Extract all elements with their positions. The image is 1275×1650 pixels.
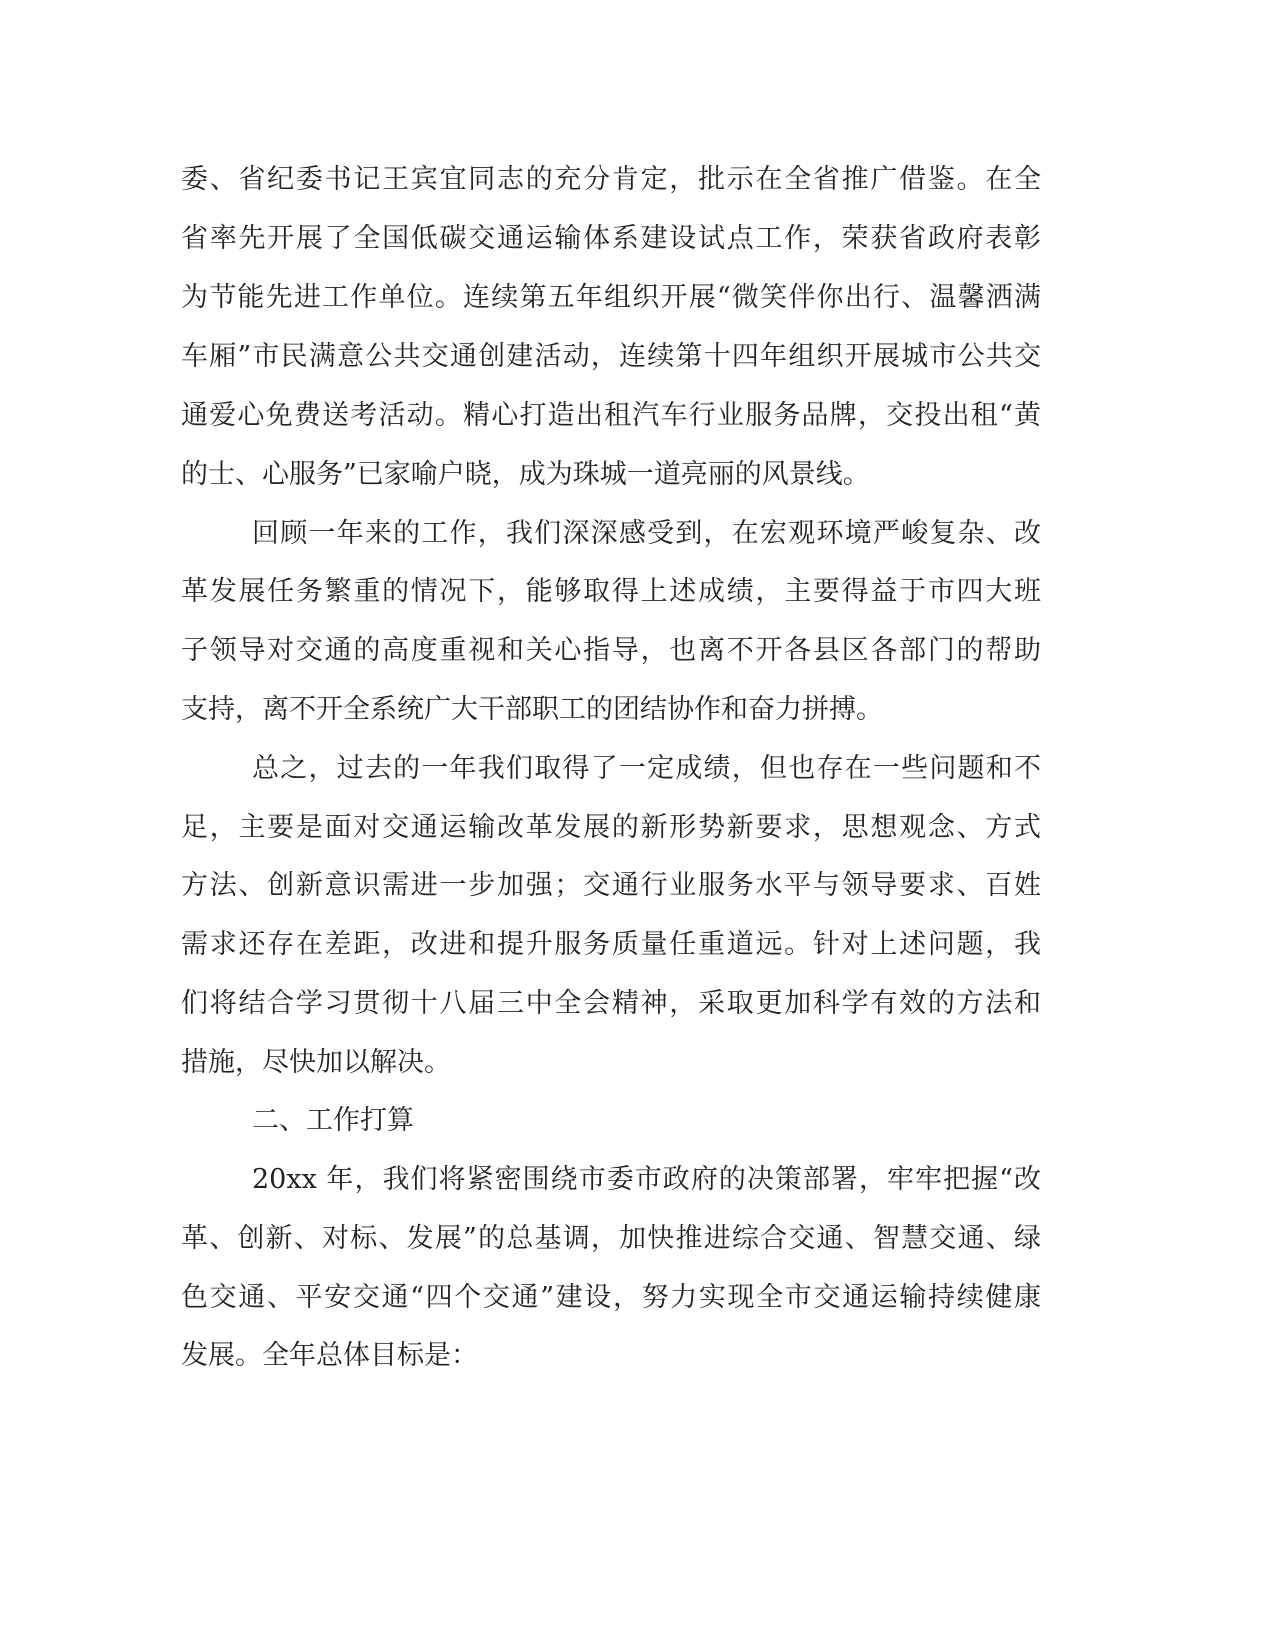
text-line: 车厢”市民满意公共交通创建活动，连续第十四年组织开展城市公共交	[181, 341, 1041, 372]
text-line: 们将结合学习贯彻十八届三中全会精神，采取更加科学有效的方法和	[181, 988, 1041, 1019]
text-line: 子领导对交通的高度重视和关心指导，也离不开各县区各部门的帮助	[181, 635, 1041, 666]
text-line: 方法、创新意识需进一步加强；交通行业服务水平与领导要求、百姓	[181, 870, 1041, 901]
text-line: 色交通、平安交通“四个交通”建设，努力实现全市交通运输持续健康	[181, 1282, 1041, 1313]
text-line: 的士、心服务”已家喻户晓，成为珠城一道亮丽的风景线。	[181, 459, 870, 490]
text-line: 革、创新、对标、发展”的总基调，加快推进综合交通、智慧交通、绿	[181, 1223, 1041, 1254]
text-line: 通爱心免费送考活动。精心打造出租汽车行业服务品牌，交投出租“黄	[181, 400, 1041, 431]
text-line: 措施，尽快加以解决。	[181, 1047, 451, 1078]
text-line: 20xx 年，我们将紧密围绕市委市政府的决策部署，牢牢把握“改	[252, 1164, 1041, 1195]
text-line: 委、省纪委书记王宾宜同志的充分肯定，批示在全省推广借鉴。在全	[181, 164, 1041, 195]
text-line: 革发展任务繁重的情况下，能够取得上述成绩，主要得益于市四大班	[181, 576, 1041, 607]
text-line: 省率先开展了全国低碳交通运输体系建设试点工作，荣获省政府表彰	[181, 223, 1041, 254]
text-line: 发展。全年总体目标是：	[181, 1340, 478, 1371]
text-line: 支持，离不开全系统广大干部职工的团结协作和奋力拼搏。	[181, 694, 883, 725]
section-heading: 二、工作打算	[252, 1105, 414, 1136]
text-line: 回顾一年来的工作，我们深深感受到，在宏观环境严峻复杂、改	[252, 518, 1041, 549]
text-line: 足，主要是面对交通运输改革发展的新形势新要求，思想观念、方式	[181, 812, 1041, 843]
text-line: 需求还存在差距，改进和提升服务质量任重道远。针对上述问题，我	[181, 929, 1041, 960]
text-line: 总之，过去的一年我们取得了一定成绩，但也存在一些问题和不	[252, 753, 1041, 784]
text-line: 为节能先进工作单位。连续第五年组织开展“微笑伴你出行、温馨洒满	[181, 282, 1041, 313]
